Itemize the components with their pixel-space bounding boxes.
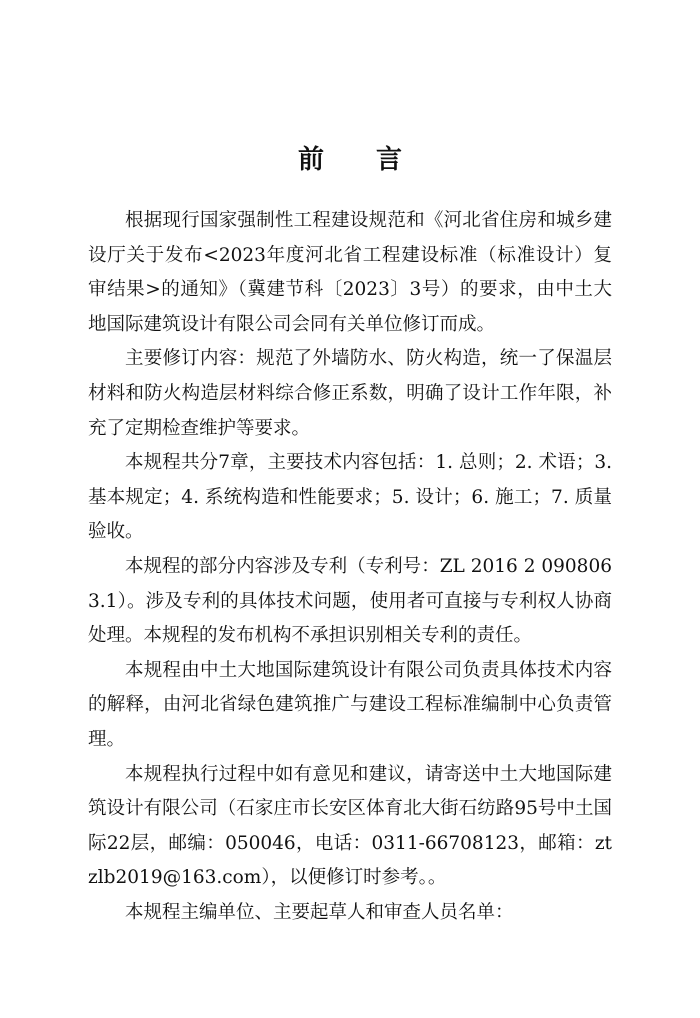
paragraph-feedback: 本规程执行过程中如有意见和建议，请寄送中土大地国际建筑设计有限公司（石家庄市长安区体育北大街石纺路95号中土国际22层，邮编：050046，电话：0311-66708123，邮箱：ztzlb2019@163.com），以便修订时参考。。 [88, 763, 612, 889]
page-title [0, 140, 700, 180]
paragraph-interpretation: 本规程由中土大地国际建筑设计有限公司负责具体技术内容的解释，由河北省绿色建筑推广与建设工程标准编制中心负责管理。 [88, 659, 612, 750]
title-char-2: 言 [376, 145, 403, 175]
title-char-1: 前 [297, 145, 324, 175]
paragraph-chapters: 本规程共分7章，主要技术内容包括：1. 总则；2. 术语；3. 基本规定；4. 系统构造和性能要求；5. 设计；6. 施工；7. 质量验收。 [88, 452, 612, 543]
foreword-body [88, 204, 612, 930]
paragraph-staff-list: 本规程主编单位、主要起草人和审查人员名单： [125, 901, 514, 923]
paragraph-basis: 根据现行国家强制性工程建设规范和《河北省住房和城乡建设厅关于发布<2023年度河北省工程建设标准（标准设计）复审结果>的通知》（冀建节科〔2023〕3号）的要求，由中土大地国际建筑设计有限公司会同有关单位修订而成。 [88, 210, 612, 335]
paragraph-patent: 本规程的部分内容涉及专利（专利号：ZL 2016 2 0908063.1）。涉及专利的具体技术问题，使用者可直接与专利权人协商处理。本规程的发布机构不承担识别相关专利的责任。 [88, 555, 612, 647]
paragraph-revisions: 主要修订内容：规范了外墙防水、防火构造，统一了保温层材料和防火构造层材料综合修正系数，明确了设计工作年限，补充了定期检查维护等要求。 [88, 348, 612, 439]
